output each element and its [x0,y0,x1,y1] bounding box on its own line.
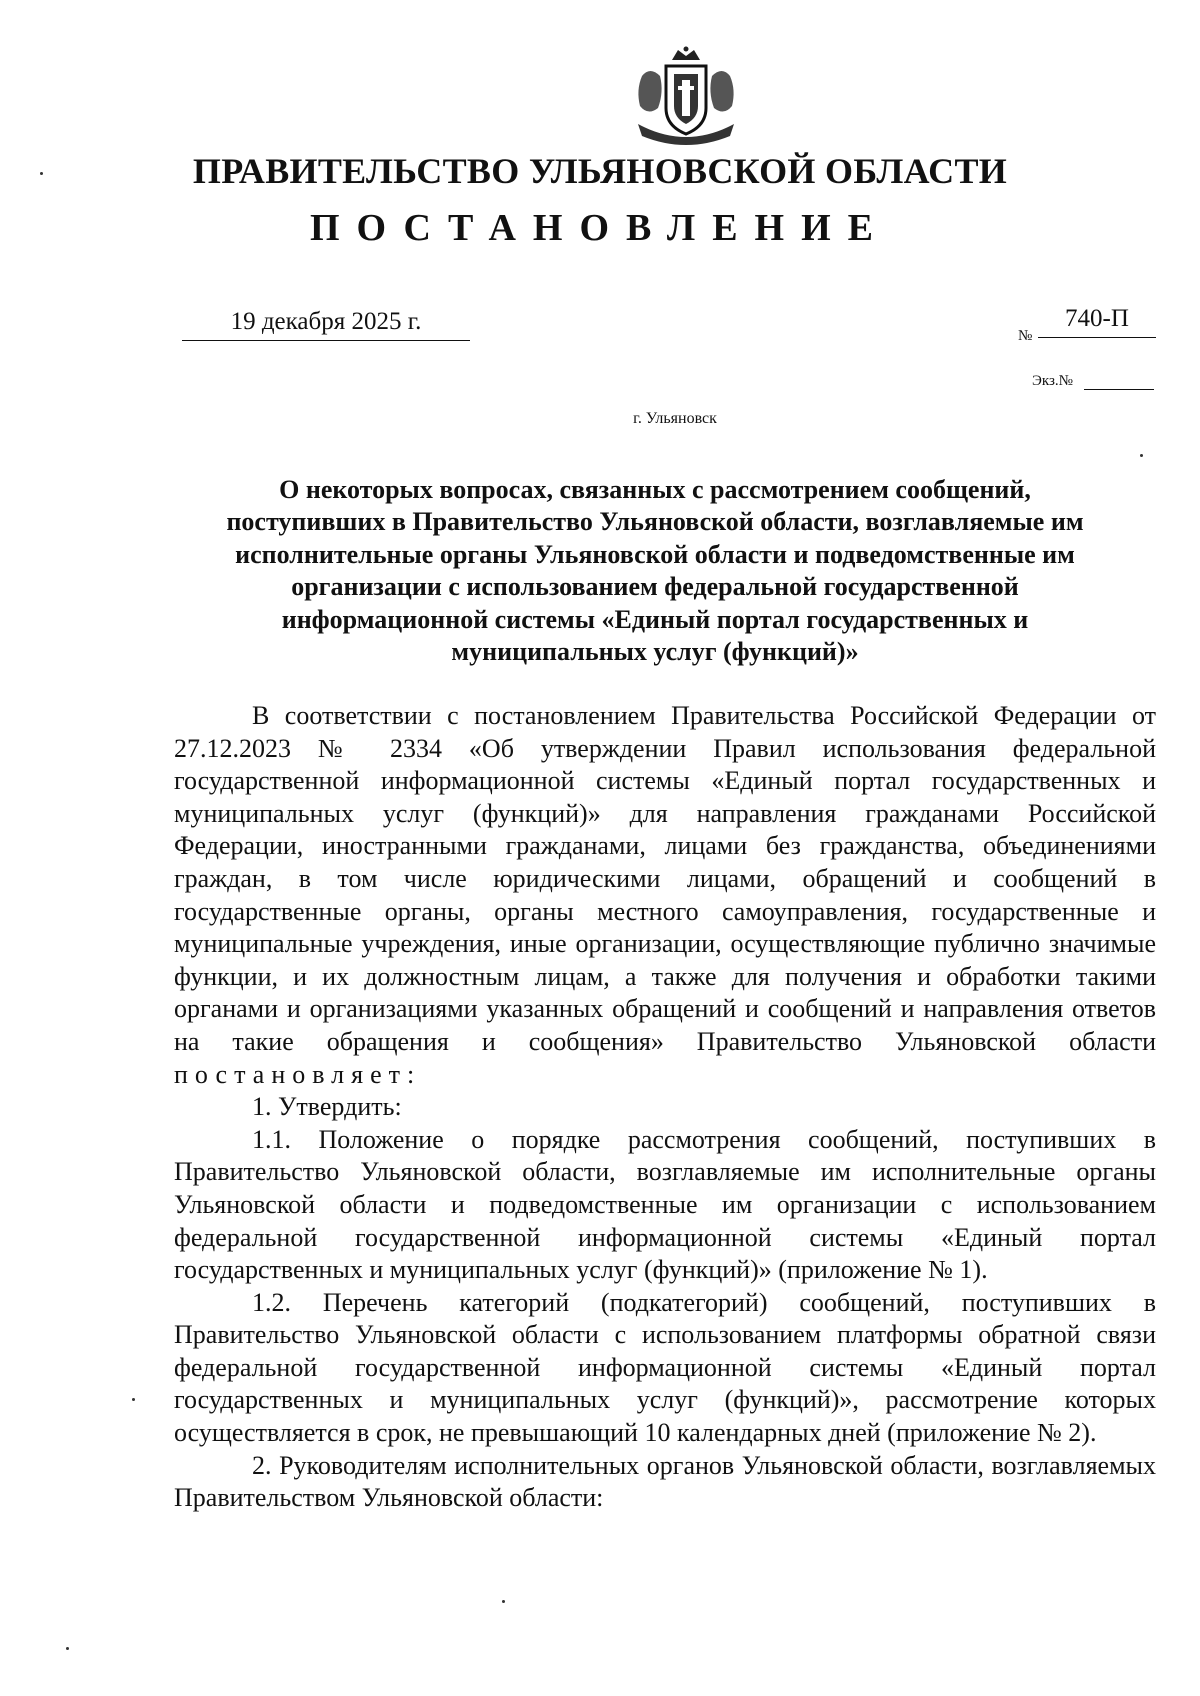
copy-number-label: Экз.№ [1032,373,1073,389]
item-2: 2. Руководителям исполнительных органов Ульяновской области, возглавляемых Правительством Ульяновской области: [174,1450,1156,1513]
item-1-2: 1.2. Перечень категорий (подкатегорий) сообщений, поступивших в Правительство Ульяновской области с использованием платформы обратной связи федеральной государственной информационной системы «Единый портал государственных и муниципальных услуг (функций)», рассмотрение которых осуществляется в срок, не превышающий 10 календарных дней (приложение № 2). [174,1287,1156,1448]
item-1-1: 1.1. Положение о порядке рассмотрения сообщений, поступивших в Правительство Ульяновской области, возглавляемые им исполнительные органы Ульяновской области и подведомственные им организации с использованием федеральной государственной информационной системы «Единый портал государственных и муниципальных услуг (функций)» (приложение № 1). [174,1124,1156,1285]
scan-speck [66,1647,69,1650]
document-number: 740-П [1038,305,1156,338]
resolves-word: постановляет: [174,1059,422,1089]
document-title: О некоторых вопросах, связанных с рассмотрением сообщений, поступивших в Правительство Ульяновской области, возглавляемые им исполнительные органы Ульяновской области и подведомственные им организации с использованием федеральной государственной информационной системы «Единый портал государственных и муниципальных услуг (функций)» [226,475,1084,667]
scan-speck [40,172,43,175]
document-date: 19 декабря 2025 г. [182,308,470,341]
document-type: ПОСТАНОВЛЕНИЕ [309,207,891,249]
item-1: 1. Утвердить: [252,1092,402,1122]
coat-of-arms-emblem [628,46,744,150]
document-body [174,700,1156,1515]
preamble-paragraph [174,700,1156,1091]
preamble-text: В соответствии с постановлением Правительства Российской Федерации от 27.12.2023 № 2334 «Об утверждении Правил использования федеральной государственной информационной системы «Единый портал государственных и муниципальных услуг (функций)» для направления гражданами Российской Федерации, иностранными гражданами, лицами без гражданства, объединениями граждан, в том числе юридическими лицами, обращений и сообщений в государственные органы, органы местного самоуправления, государственные и муниципальные учреждения, иные организации, осуществляющие публично значимые функции, и их должностным лицам, а также для получения и обработки такими органами и организациями указанных обращений и сообщений и направления ответов на такие обращения и сообщения» Правительство Ульяновской области [174,701,1156,1056]
copy-number-line [1084,389,1154,390]
number-sign: № [1018,328,1033,344]
organization-name: ПРАВИТЕЛЬСТВО УЛЬЯНОВСКОЙ ОБЛАСТИ [192,151,1008,191]
scan-speck [132,1398,135,1401]
scan-speck [1140,454,1143,457]
city: г. Ульяновск [633,410,717,427]
scan-speck [502,1600,505,1603]
